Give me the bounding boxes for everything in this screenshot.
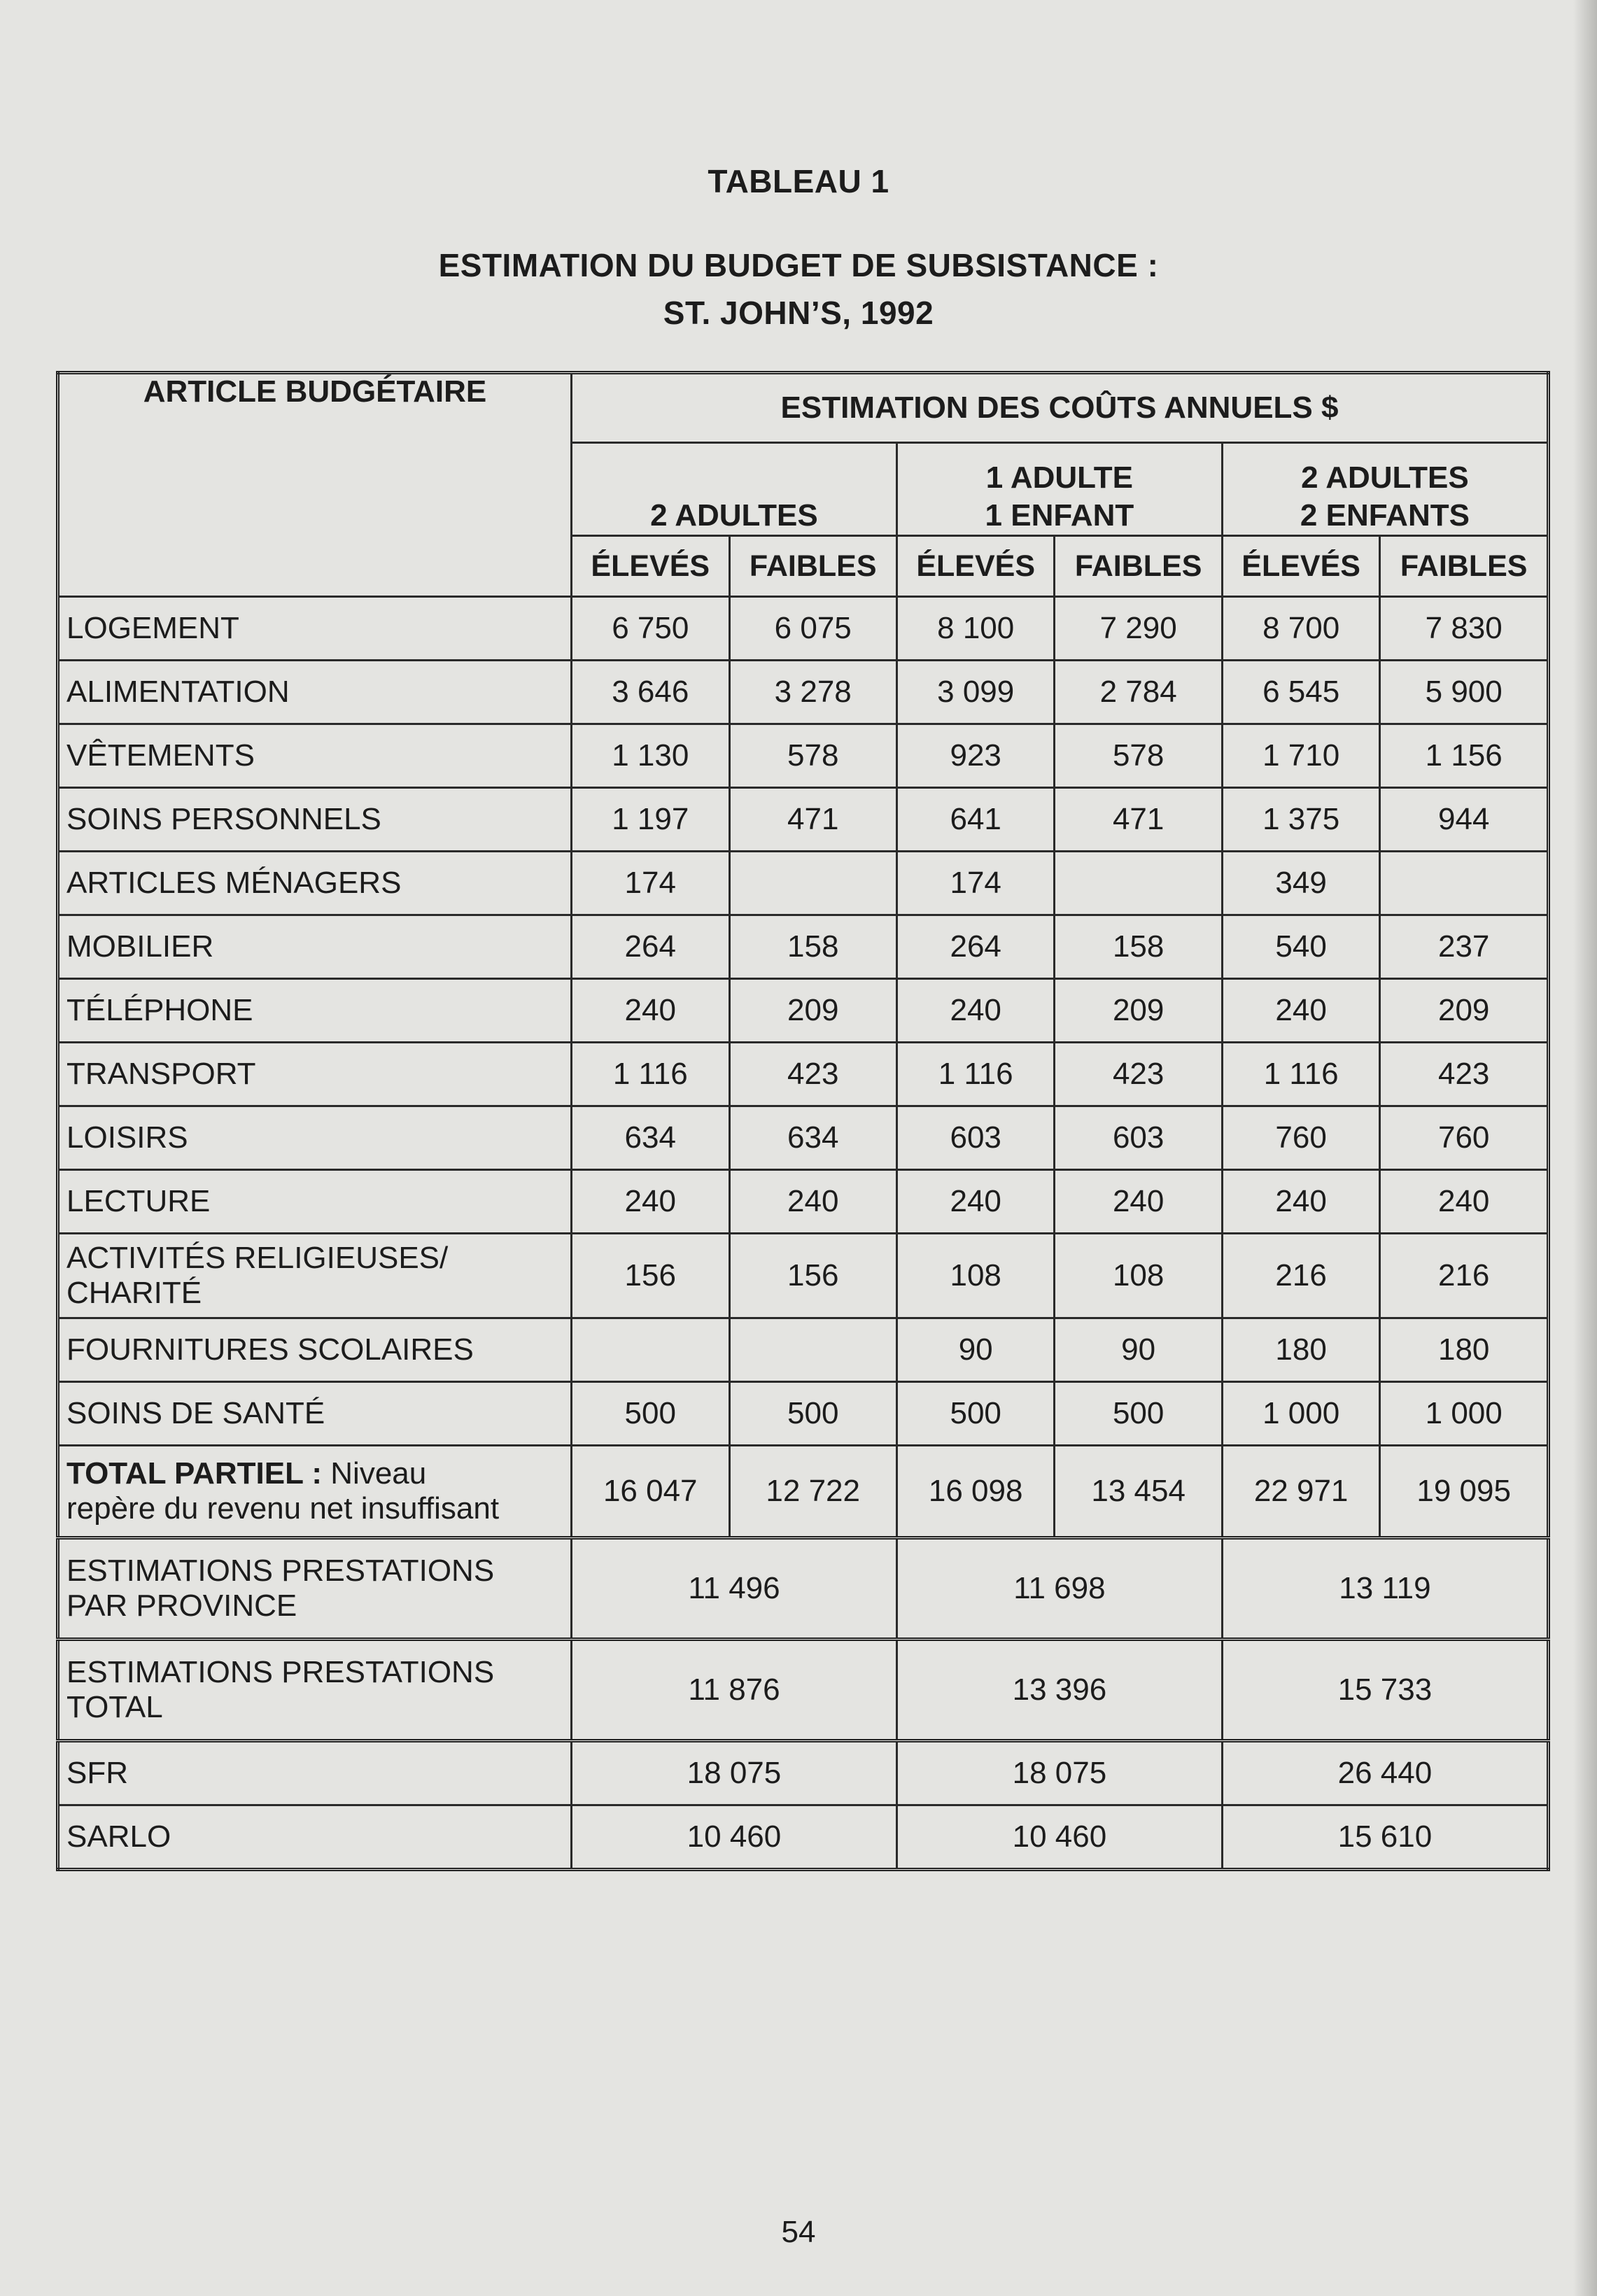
cell-value: 22 971: [1222, 1446, 1380, 1538]
cell-value: 5 900: [1380, 661, 1549, 724]
cell-value: 1 116: [1222, 1043, 1380, 1106]
cell-value: 423: [1380, 1043, 1549, 1106]
cell-value: 240: [1380, 1170, 1549, 1234]
page-number: 54: [781, 2215, 816, 2249]
table-row-benefits-total: [58, 1640, 1549, 1741]
subtotal-label-rest: Niveau: [322, 1456, 427, 1491]
cell-value: 216: [1380, 1234, 1549, 1318]
cell-value: 1 116: [572, 1043, 730, 1106]
row-label-line2: TOTAL: [66, 1690, 163, 1724]
cell-value: 240: [729, 1170, 896, 1234]
cell-value: 156: [572, 1234, 730, 1318]
row-label-line1: ESTIMATIONS PRESTATIONS: [66, 1554, 495, 1588]
table-row-loisirs: [58, 1106, 1549, 1170]
cell-value: 1 375: [1222, 788, 1380, 852]
table-row-alimentation: [58, 661, 1549, 724]
cell-value: 500: [1055, 1382, 1222, 1446]
cell-value: 15 733: [1222, 1640, 1548, 1741]
cell-value: 240: [896, 979, 1055, 1043]
subtotal-label: [58, 1446, 572, 1538]
cell-value: 1 000: [1380, 1382, 1549, 1446]
cell-value: 18 075: [572, 1741, 897, 1805]
cell-value: 209: [729, 979, 896, 1043]
row-label: SOINS PERSONNELS: [58, 788, 572, 852]
cell-value: 1 197: [572, 788, 730, 852]
cell-value: 423: [1055, 1043, 1222, 1106]
cell-value: 19 095: [1380, 1446, 1549, 1538]
header-sub-high: ÉLEVÉS: [1222, 536, 1380, 597]
cell-value: 158: [1055, 915, 1222, 979]
cell-value: 240: [1055, 1170, 1222, 1234]
cell-value: 10 460: [572, 1805, 897, 1870]
cell-value: 540: [1222, 915, 1380, 979]
row-label: LOGEMENT: [58, 597, 572, 661]
row-label-line2: CHARITÉ: [66, 1276, 202, 1310]
cell-value: 1 710: [1222, 724, 1380, 788]
cell-value: 237: [1380, 915, 1549, 979]
row-label-line1: ACTIVITÉS RELIGIEUSES/: [66, 1241, 449, 1275]
row-label: SARLO: [58, 1805, 572, 1870]
cell-value: 603: [896, 1106, 1055, 1170]
row-label: VÊTEMENTS: [58, 724, 572, 788]
header-estimation: ESTIMATION DES COÛTS ANNUELS $: [572, 373, 1549, 443]
cell-value: 158: [729, 915, 896, 979]
cell-value: 18 075: [896, 1741, 1222, 1805]
cell-value: 180: [1380, 1318, 1549, 1382]
cell-value: 349: [1222, 852, 1380, 915]
table-title-line2: ST. JOHN’S, 1992: [663, 295, 934, 331]
header-group-2-adults: [572, 443, 897, 536]
table-row-telephone: [58, 979, 1549, 1043]
cell-value: 90: [1055, 1318, 1222, 1382]
table-row-sfr: [58, 1741, 1549, 1805]
header-group-line1: 2 ADULTES: [650, 498, 818, 533]
row-label: [58, 1640, 572, 1741]
header-sub-low: FAIBLES: [729, 536, 896, 597]
table-row-transport: [58, 1043, 1549, 1106]
cell-value: 16 047: [572, 1446, 730, 1538]
header-sub-high: ÉLEVÉS: [572, 536, 730, 597]
row-label-line2: PAR PROVINCE: [66, 1589, 297, 1623]
cell-value: 423: [729, 1043, 896, 1106]
cell-value: 471: [1055, 788, 1222, 852]
row-label: TRANSPORT: [58, 1043, 572, 1106]
table-row-fournitures-scolaires: [58, 1318, 1549, 1382]
cell-value: 8 700: [1222, 597, 1380, 661]
table-row-activites-religieuses: [58, 1234, 1549, 1318]
row-label: FOURNITURES SCOLAIRES: [58, 1318, 572, 1382]
cell-value: 7 830: [1380, 597, 1549, 661]
cell-value: [729, 1318, 896, 1382]
cell-value: 180: [1222, 1318, 1380, 1382]
cell-value: 3 646: [572, 661, 730, 724]
cell-value: 108: [1055, 1234, 1222, 1318]
cell-value: 1 116: [896, 1043, 1055, 1106]
cell-value: 156: [729, 1234, 896, 1318]
cell-value: 174: [572, 852, 730, 915]
cell-value: 634: [572, 1106, 730, 1170]
cell-value: 8 100: [896, 597, 1055, 661]
cell-value: [729, 852, 896, 915]
cell-value: 216: [1222, 1234, 1380, 1318]
header-group-1-adult-1-child: [896, 443, 1222, 536]
cell-value: 3 278: [729, 661, 896, 724]
cell-value: 240: [1222, 1170, 1380, 1234]
cell-value: 240: [1222, 979, 1380, 1043]
cell-value: 634: [729, 1106, 896, 1170]
cell-value: 1 156: [1380, 724, 1549, 788]
cell-value: 26 440: [1222, 1741, 1548, 1805]
cell-value: 641: [896, 788, 1055, 852]
cell-value: 90: [896, 1318, 1055, 1382]
table-row-logement: [58, 597, 1549, 661]
header-sub-high: ÉLEVÉS: [896, 536, 1055, 597]
row-label: LOISIRS: [58, 1106, 572, 1170]
cell-value: 923: [896, 724, 1055, 788]
cell-value: 500: [729, 1382, 896, 1446]
table-row-soins-personnels: [58, 788, 1549, 852]
subtotal-label-line2: repère du revenu net insuffisant: [66, 1491, 500, 1526]
cell-value: 760: [1222, 1106, 1380, 1170]
cell-value: 3 099: [896, 661, 1055, 724]
table-row-articles-menagers: [58, 852, 1549, 915]
row-label: LECTURE: [58, 1170, 572, 1234]
cell-value: 760: [1380, 1106, 1549, 1170]
budget-table: [56, 371, 1550, 1871]
table-row-benefits-province: [58, 1538, 1549, 1640]
cell-value: 209: [1380, 979, 1549, 1043]
header-article: ARTICLE BUDGÉTAIRE: [58, 373, 572, 597]
row-label: MOBILIER: [58, 915, 572, 979]
cell-value: 603: [1055, 1106, 1222, 1170]
table-row-soins-de-sante: [58, 1382, 1549, 1446]
cell-value: 1 000: [1222, 1382, 1380, 1446]
cell-value: 264: [896, 915, 1055, 979]
header-group-line2: 2 ENFANTS: [1300, 498, 1470, 533]
header-group-line1: 1 ADULTE: [985, 460, 1134, 495]
cell-value: 6 545: [1222, 661, 1380, 724]
cell-value: 1 130: [572, 724, 730, 788]
cell-value: 264: [572, 915, 730, 979]
cell-value: 500: [572, 1382, 730, 1446]
cell-value: 471: [729, 788, 896, 852]
table-row-subtotal: [58, 1446, 1549, 1538]
table-number: TABLEAU 1: [708, 163, 889, 199]
table-row-vetements: [58, 724, 1549, 788]
cell-value: [1380, 852, 1549, 915]
table-row-mobilier: [58, 915, 1549, 979]
cell-value: 6 750: [572, 597, 730, 661]
cell-value: 16 098: [896, 1446, 1055, 1538]
cell-value: [1055, 852, 1222, 915]
row-label: SOINS DE SANTÉ: [58, 1382, 572, 1446]
cell-value: 108: [896, 1234, 1055, 1318]
table-title-line1: ESTIMATION DU BUDGET DE SUBSISTANCE :: [438, 247, 1159, 283]
table-row-lecture: [58, 1170, 1549, 1234]
row-label: [58, 1234, 572, 1318]
cell-value: 15 610: [1222, 1805, 1548, 1870]
table-row-sarlo: [58, 1805, 1549, 1870]
row-label: [58, 1538, 572, 1640]
cell-value: 13 396: [896, 1640, 1222, 1741]
page-edge-shadow: [1573, 0, 1597, 2296]
cell-value: 12 722: [729, 1446, 896, 1538]
cell-value: 174: [896, 852, 1055, 915]
row-label: TÉLÉPHONE: [58, 979, 572, 1043]
header-group-line1: 2 ADULTES: [1301, 460, 1469, 495]
cell-value: 13 454: [1055, 1446, 1222, 1538]
cell-value: 6 075: [729, 597, 896, 661]
cell-value: 10 460: [896, 1805, 1222, 1870]
cell-value: 11 698: [896, 1538, 1222, 1640]
cell-value: 240: [896, 1170, 1055, 1234]
cell-value: 240: [572, 979, 730, 1043]
cell-value: 240: [572, 1170, 730, 1234]
cell-value: 944: [1380, 788, 1549, 852]
cell-value: 13 119: [1222, 1538, 1548, 1640]
cell-value: [572, 1318, 730, 1382]
cell-value: 500: [896, 1382, 1055, 1446]
header-sub-low: FAIBLES: [1380, 536, 1549, 597]
cell-value: 11 496: [572, 1538, 897, 1640]
row-label-line1: ESTIMATIONS PRESTATIONS: [66, 1655, 495, 1689]
cell-value: 7 290: [1055, 597, 1222, 661]
header-sub-low: FAIBLES: [1055, 536, 1222, 597]
cell-value: 2 784: [1055, 661, 1222, 724]
row-label: SFR: [58, 1741, 572, 1805]
cell-value: 578: [729, 724, 896, 788]
row-label: ARTICLES MÉNAGERS: [58, 852, 572, 915]
header-group-line2: 1 ENFANT: [985, 498, 1134, 533]
subtotal-label-bold: TOTAL PARTIEL :: [66, 1456, 323, 1491]
cell-value: 578: [1055, 724, 1222, 788]
header-group-2-adults-2-children: [1222, 443, 1548, 536]
cell-value: 11 876: [572, 1640, 897, 1741]
row-label: ALIMENTATION: [58, 661, 572, 724]
cell-value: 209: [1055, 979, 1222, 1043]
